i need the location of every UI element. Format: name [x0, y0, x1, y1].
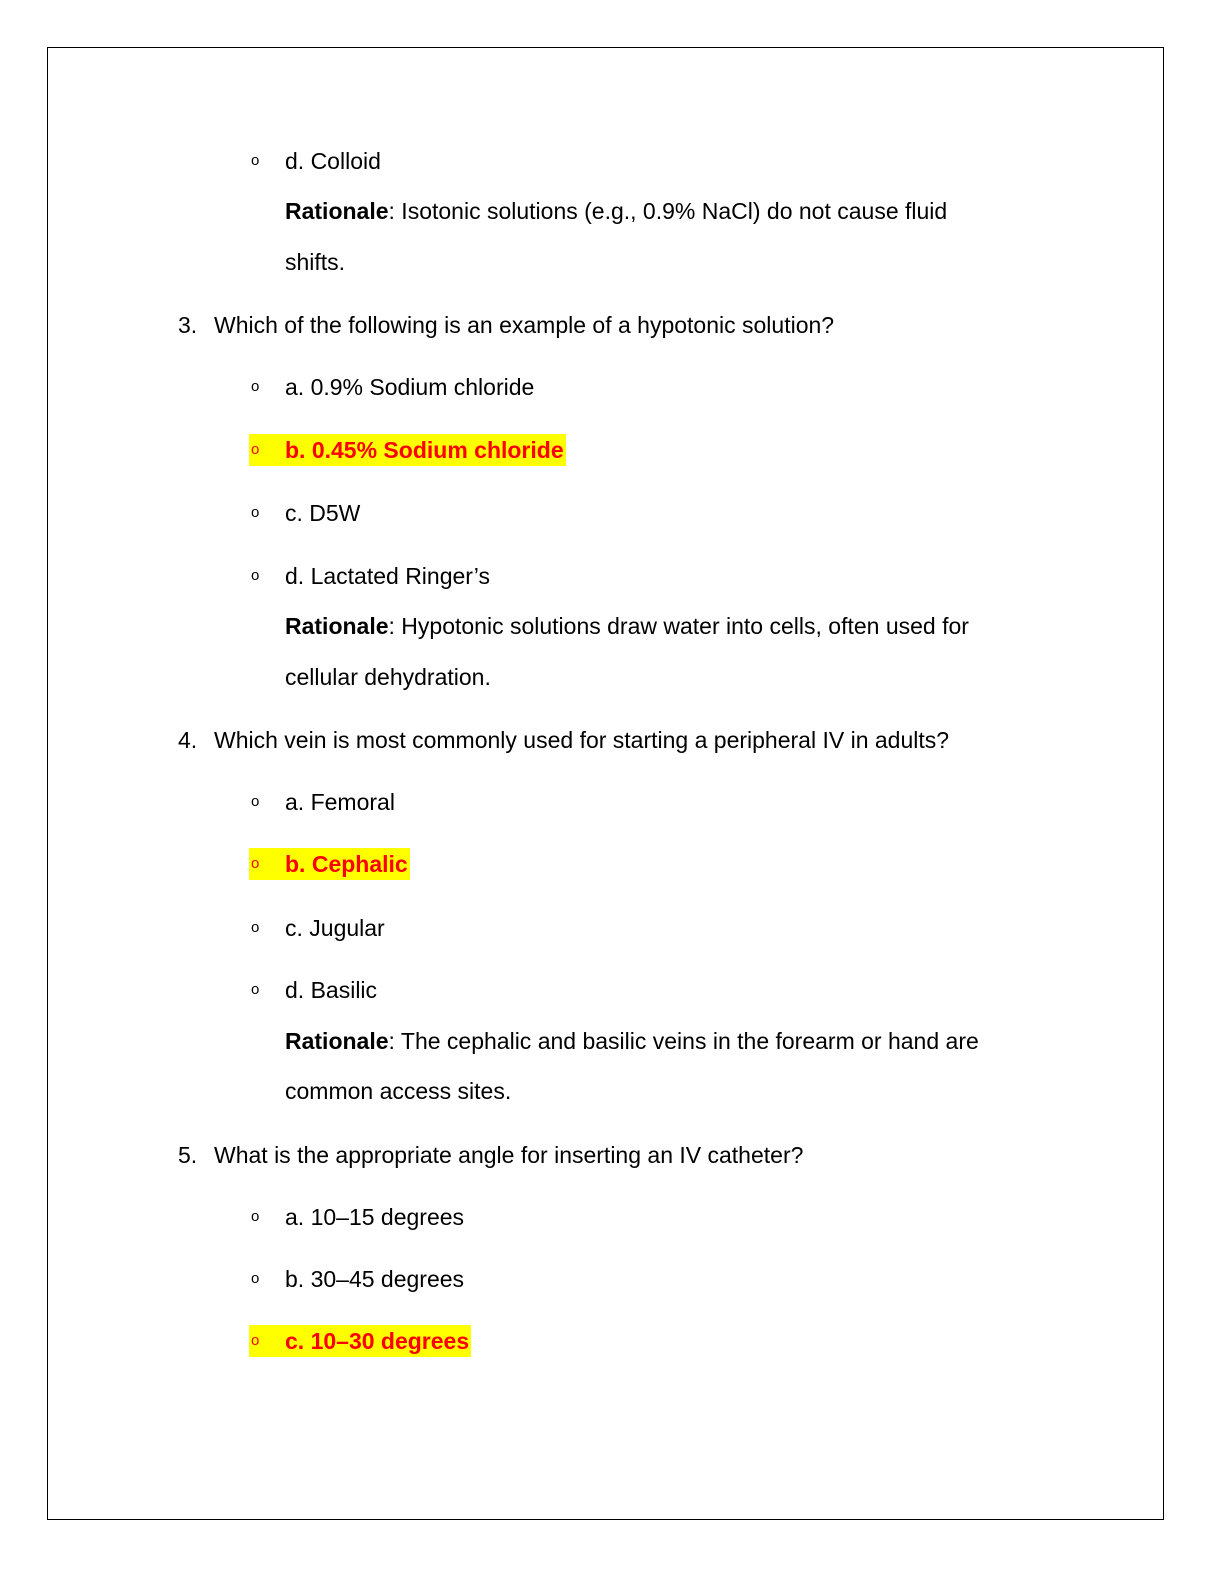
bullet-icon: o — [251, 981, 260, 998]
q3-option-b-correct — [249, 434, 566, 466]
bullet-icon: o — [251, 855, 260, 872]
q4-option-b-correct — [249, 848, 410, 880]
q4-option-a — [249, 786, 395, 818]
q4-rationale-line2: common access sites. — [285, 1078, 512, 1104]
rationale-label: Rationale — [285, 198, 389, 224]
q3-option-a — [249, 371, 534, 403]
q4-option-c — [249, 912, 385, 944]
option-label: a. 0.9% Sodium chloride — [285, 374, 535, 400]
bullet-icon: o — [251, 1332, 260, 1349]
q2-rationale-line2: shifts. — [285, 249, 346, 275]
q3-rationale-line2: cellular dehydration. — [285, 664, 491, 690]
rationale-text: : Isotonic solutions (e.g., 0.9% NaCl) do not cause fluid — [388, 198, 948, 224]
option-label: c. D5W — [285, 500, 361, 526]
option-label: b. Cephalic — [285, 851, 408, 877]
rationale-text: : The cephalic and basilic veins in the forearm or hand are — [388, 1028, 979, 1054]
bullet-icon: o — [251, 378, 260, 395]
bullet-icon: o — [251, 793, 260, 810]
bullet-icon: o — [251, 919, 260, 936]
bullet-icon: o — [251, 504, 260, 521]
option-label: a. 10–15 degrees — [285, 1204, 465, 1230]
question-number: 3. — [178, 312, 198, 338]
bullet-icon: o — [251, 1270, 260, 1287]
q5-option-b — [249, 1263, 464, 1295]
option-label: a. Femoral — [285, 789, 395, 815]
option-label: d. Lactated Ringer’s — [285, 563, 491, 589]
option-label: c. 10–30 degrees — [285, 1328, 470, 1354]
question-number: 5. — [178, 1142, 198, 1168]
q4-option-d — [249, 974, 377, 1006]
bullet-icon: o — [251, 152, 260, 169]
q3-option-d — [249, 560, 490, 592]
q2-rationale — [285, 196, 947, 226]
question-text: Which vein is most commonly used for starting a peripheral IV in adults? — [214, 727, 950, 753]
q5-option-c-correct — [249, 1325, 471, 1357]
q3-option-c — [249, 497, 360, 529]
question-text: Which of the following is an example of a hypotonic solution? — [214, 312, 835, 338]
q3-rationale — [285, 611, 969, 641]
option-label: d. Colloid — [285, 148, 381, 174]
bullet-icon: o — [251, 1208, 260, 1225]
question-4 — [178, 725, 949, 755]
q5-option-a — [249, 1201, 464, 1233]
question-5 — [178, 1140, 803, 1170]
rationale-label: Rationale — [285, 1028, 389, 1054]
q4-rationale — [285, 1026, 979, 1056]
rationale-label: Rationale — [285, 613, 389, 639]
option-label: b. 0.45% Sodium chloride — [285, 437, 564, 463]
question-number: 4. — [178, 727, 198, 753]
rationale-text: : Hypotonic solutions draw water into cells, often used for — [388, 613, 969, 639]
bullet-icon: o — [251, 441, 260, 458]
question-3 — [178, 310, 834, 340]
bullet-icon: o — [251, 567, 260, 584]
page-border — [47, 47, 1164, 1520]
question-text: What is the appropriate angle for inserting an IV catheter? — [214, 1142, 804, 1168]
option-label: c. Jugular — [285, 915, 385, 941]
option-label: b. 30–45 degrees — [285, 1266, 465, 1292]
option-label: d. Basilic — [285, 977, 378, 1003]
q2-option-d — [249, 145, 381, 177]
